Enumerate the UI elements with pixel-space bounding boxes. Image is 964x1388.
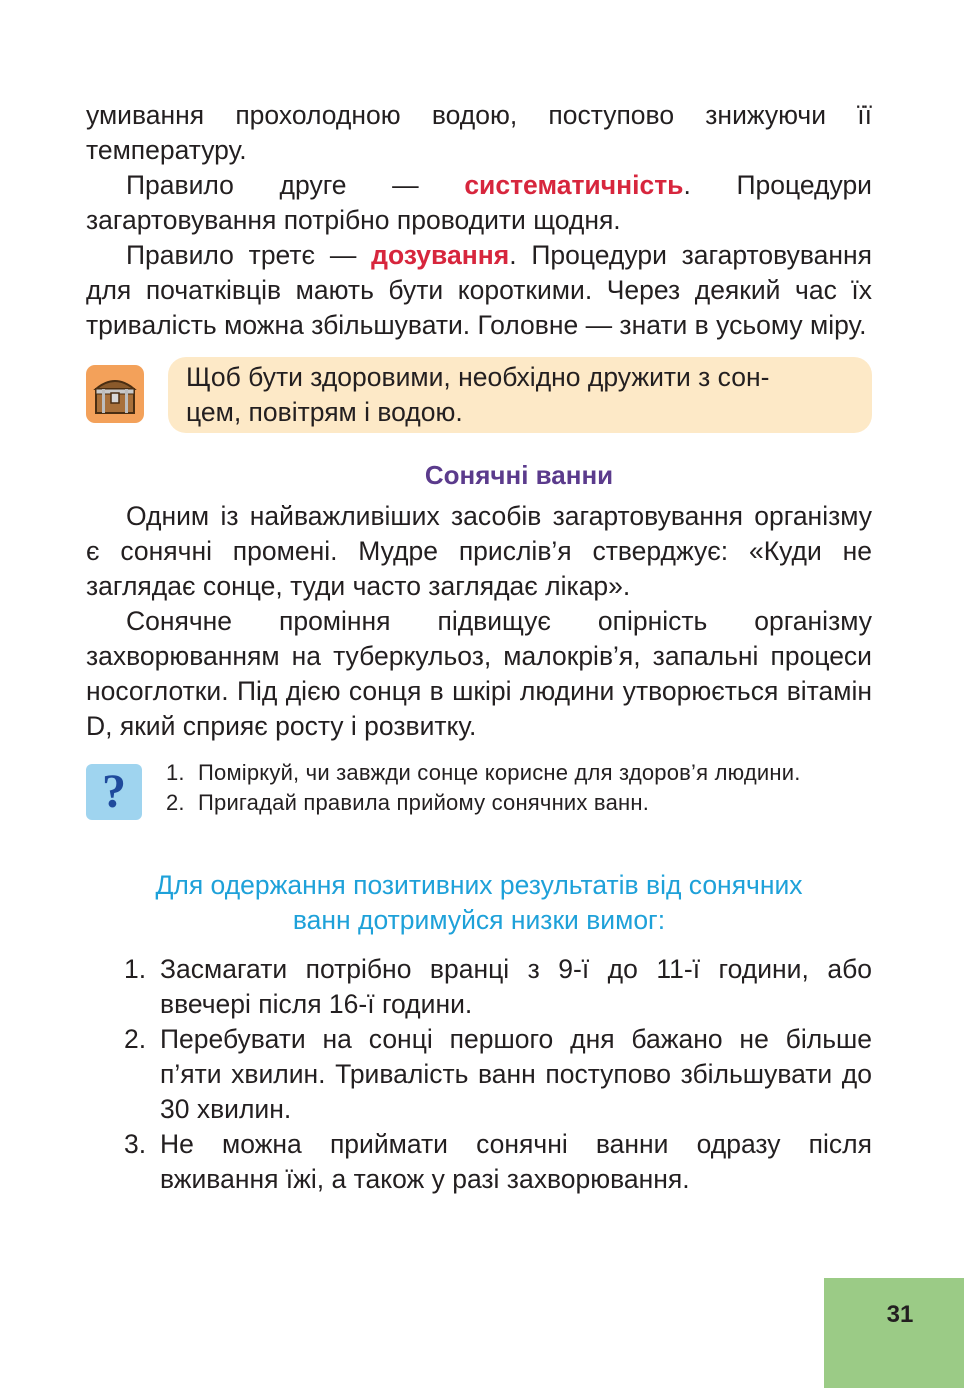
rule-number: 2. bbox=[124, 1024, 147, 1054]
rule-text: Не можна приймати сонячні ванни одразу після вживання їжі, а також у разі захворювання. bbox=[160, 1129, 872, 1194]
question-number: 2. bbox=[166, 790, 185, 815]
rule-number: 3. bbox=[124, 1129, 147, 1159]
question-mark-glyph: ? bbox=[102, 765, 126, 818]
page-content bbox=[86, 98, 872, 1197]
rule-item bbox=[86, 952, 872, 1022]
paragraph-rule-two bbox=[86, 168, 872, 238]
paragraph-sun-rays: Одним із найважливіших засобів загартовування організму є сонячні промені. Мудре прислів’я стверджує: «Куди не заглядає сонце, туди часто заглядає лікар». bbox=[86, 501, 872, 601]
paragraph-washing: умивання прохолодною водою, поступово знижуючи її температуру. bbox=[86, 100, 872, 165]
paragraph-rule-three bbox=[86, 238, 872, 343]
question-item bbox=[166, 788, 872, 818]
rule-three-highlight: дозування bbox=[371, 240, 510, 270]
question-text: Поміркуй, чи завжди сонце корисне для здоров’я людини. bbox=[198, 760, 801, 785]
page-number-box bbox=[824, 1278, 964, 1388]
rule-two-highlight: систематичність bbox=[464, 170, 684, 200]
rule-two-after: . Процедури загартовування потрібно проводити щодня. bbox=[86, 170, 872, 235]
questions-block bbox=[86, 758, 872, 854]
tip-callout bbox=[86, 357, 872, 437]
rules-title-line-1: Для одержання позитивних результатів від сонячних bbox=[155, 870, 803, 900]
question-mark-icon bbox=[86, 764, 142, 820]
rule-item bbox=[86, 1127, 872, 1197]
tip-box bbox=[168, 357, 872, 433]
rule-three-before: Правило третє — bbox=[126, 240, 372, 270]
treasure-chest-icon bbox=[86, 365, 144, 423]
tip-line-2: цем, повітрям і водою. bbox=[186, 397, 463, 427]
question-item bbox=[166, 758, 872, 788]
paragraph-sun-benefits: Сонячне проміння підвищує опірність організму захворюванням на туберкульоз, малокрів’я, запальні процеси носоглотки. Під дією сонця в шкірі людини утворюється вітамін D, який сприяє росту і розвитку. bbox=[86, 606, 872, 741]
rule-text: Перебувати на сонці першого дня бажано не більше п’яти хвилин. Тривалість ванн поступово збільшувати до 30 хвилин. bbox=[160, 1024, 872, 1124]
question-number: 1. bbox=[166, 760, 185, 785]
questions-list bbox=[166, 758, 872, 818]
rule-number: 1. bbox=[124, 954, 147, 984]
rule-three-after: . Процедури загартовування для початківців мають бути короткими. Через деякий час їх тривалість можна збільшувати. Головне — знати в усьому міру. bbox=[86, 240, 872, 340]
page-number: 31 bbox=[886, 1301, 914, 1328]
rules-title-line-2: ванн дотримуйся низки вимог: bbox=[292, 905, 666, 935]
question-text: Пригадай правила прийому сонячних ванн. bbox=[198, 790, 650, 815]
rule-text: Засмагати потрібно вранці з 9-ї до 11-ї години, або ввечері після 16-ї години. bbox=[160, 954, 872, 1019]
rule-two-before: Правило друге — bbox=[126, 170, 465, 200]
rule-item bbox=[86, 1022, 872, 1127]
tip-line-1: Щоб бути здоровими, необхідно дружити з сон- bbox=[186, 362, 770, 392]
rules-list bbox=[86, 952, 872, 1197]
rules-title bbox=[86, 868, 872, 938]
section-title: Сонячні ванни bbox=[424, 460, 614, 490]
